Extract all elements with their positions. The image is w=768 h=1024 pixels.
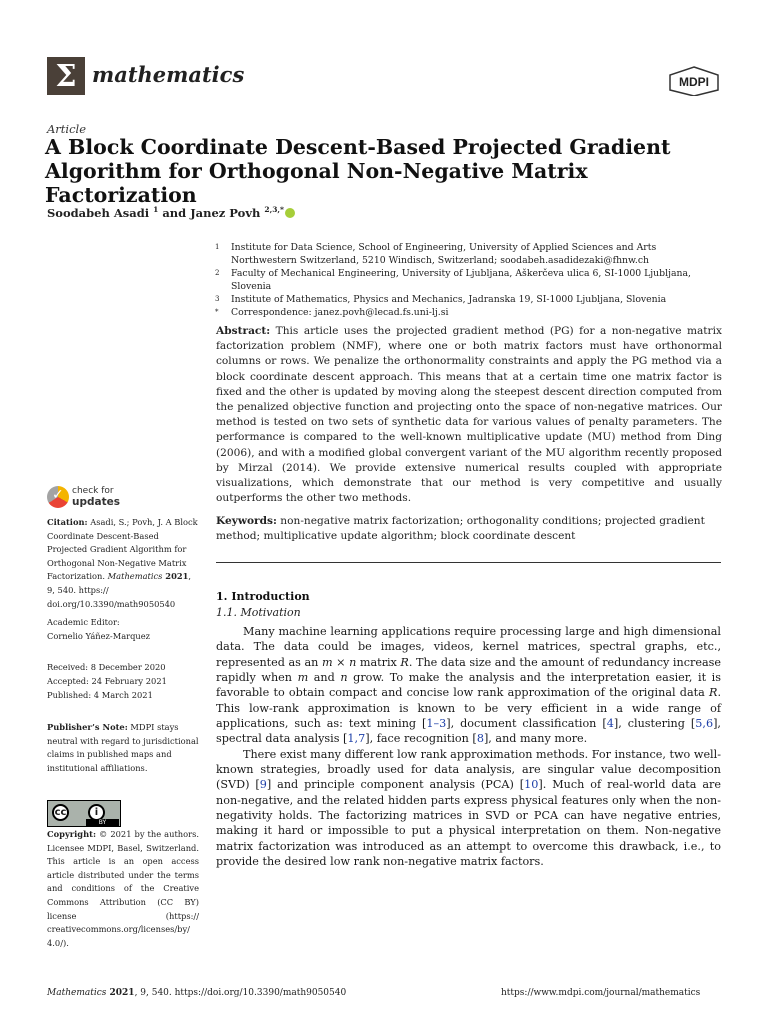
footer-citation: Mathematics 2021, 9, 540. https://doi.org/10.3390/math9050540 (47, 988, 347, 998)
cc-by-license-badge[interactable] (47, 800, 121, 827)
paragraph: There exist many different low rank approximation methods. For instance, two well-known strategies, broadly used for data analysis, are singular value decomposition (SVD) [9] and principle component analysis (PCA) [10]. Much of real-world data are non-negative, and the related hidden parts express physical features only when the non-negativity holds. The factorizing matrices in SVD or PCA can have negative entries, making it hard or impossible to put a physical interpretation on them. Non-negative matrix factorization was introduced as an attempt to overcome this drawback, i.e., to provide the desired low rank non-negative matrix factors. (216, 747, 721, 869)
keywords-text: non-negative matrix factorization; orthogonality conditions; projected gradient method; multiplicative update algorithm; block coordinate descent (216, 515, 705, 543)
author-1-affil: 1 (153, 205, 159, 214)
author-2-affil: 2,3,* (264, 205, 284, 214)
footer-journal-url[interactable]: https://www.mdpi.com/journal/mathematics (501, 988, 701, 998)
divider (216, 562, 721, 563)
citation-link[interactable]: 1,7 (347, 732, 366, 746)
abstract (216, 324, 722, 506)
orcid-icon[interactable] (285, 208, 295, 218)
affiliation-item: 1 Institute for Data Science, School of Engineering, University of Applied Sciences and Arts Northwestern Switzerland, 5210 Windisch, Switzerland; soodabeh.asadidezaki@fhnw.ch (215, 242, 657, 266)
attribution-icon: i (88, 804, 105, 821)
article-title: A Block Coordinate Descent-Based Projected Gradient Algorithm for Orthogonal Non-Negative Matrix Factorization (45, 135, 671, 207)
abstract-text: This article uses the projected gradient method (PG) for a non-negative matrix factorization problem (NMF), where one or both matrix factors must have orthonormal columns or rows. We penalize the orthonormality constraints and apply the PG method via a block coordinate descent approach. This means that at a certain time one matrix factor is fixed and the other is updated by moving along the steepest descent direction computed from the penalized objective function and projecting onto the space of non-negative matrices. Our method is tested on two sets of synthetic data for various values of penalty parameters. The performance is compared to the well-known multiplicative update (MU) method from Ding (2006), and with a modified global convergent variant of the MU algorithm recently proposed by Mirzal (2014). We provide extensive numerical results coupled with appropriate visualizations, which demonstrate that our method is very competitive and usually outperforms the other two methods. (216, 325, 722, 505)
correspondence: * Correspondence: janez.povh@lecad.fs.uni-lj.si (215, 307, 449, 318)
academic-editor: Academic Editor: Cornelio Yáñez-Marquez (47, 617, 151, 641)
published-date: Published: 4 March 2021 (47, 690, 153, 700)
check-updates-button[interactable]: check for updates (72, 486, 120, 508)
citation-link[interactable]: 4 (606, 717, 614, 731)
copyright: Copyright: © 2021 by the authors. Licensee MDPI, Basel, Switzerland. This article is an open access article distributed under the terms and conditions of the Creative Commons Attribution (CC BY) license (https:// creativecommons.org/licenses/by/ 4.0/). (47, 829, 199, 948)
publisher-note: Publisher’s Note: MDPI stays neutral with regard to jurisdictional claims in published maps and institutional affiliations. (47, 722, 199, 773)
citation-link[interactable]: 8 (476, 732, 484, 746)
journal-logo: Σ (47, 57, 85, 95)
author-2: and Janez Povh (158, 205, 265, 220)
publisher-name: MDPI (679, 75, 709, 89)
keywords (216, 514, 722, 544)
article-type: Article (47, 122, 87, 136)
citation-link[interactable]: 9 (259, 778, 267, 792)
mdpi-logo (668, 66, 720, 96)
author-1: Soodabeh Asadi (47, 205, 154, 220)
by-label: BY (86, 819, 119, 826)
author-list (47, 205, 295, 220)
keywords-label: Keywords: (216, 515, 277, 527)
affiliation-item: 3 Institute of Mathematics, Physics and Mechanics, Jadranska 19, SI-1000 Ljubljana, Slovenia (215, 294, 667, 305)
section-heading: 1. Introduction (216, 590, 310, 603)
journal-name: mathematics (92, 62, 245, 87)
citation-link[interactable]: 5,6 (695, 717, 714, 731)
citation: Citation: Asadi, S.; Povh, J. A Block Coordinate Descent-Based Projected Gradient Algorithm for Orthogonal Non-Negative Matrix Factorization. Mathematics 2021, 9, 540. https:// doi.org/10.3390/math9050540 (47, 517, 198, 609)
affiliations (215, 241, 720, 319)
body-text (216, 624, 721, 870)
cc-icon: cc (52, 804, 69, 821)
subsection-heading: 1.1. Motivation (216, 606, 301, 619)
citation-link[interactable]: 10 (524, 778, 539, 792)
abstract-label: Abstract: (216, 325, 271, 337)
affiliation-item: 2 Faculty of Mechanical Engineering, University of Ljubljana, Aškerčeva ulica 6, SI-1000 Ljubljana, Slovenia (215, 268, 691, 292)
check-updates-icon[interactable] (47, 486, 69, 508)
accepted-date: Accepted: 24 February 2021 (47, 676, 167, 686)
received-date: Received: 8 December 2020 (47, 662, 166, 672)
paragraph: Many machine learning applications require processing large and high dimensional data. The data could be images, videos, kernel matrices, spectral graphs, etc., represented as an m × n matrix R. The data size and the amount of redundancy increase rapidly when m and n grow. To make the analysis and the interpretation easier, it is favorable to obtain compact and concise low rank approximation of the original data R. This low-rank approximation is known to be very efficient in a wide range of applications, such as: text mining [1–3], document classification [4], clustering [5,6], spectral data analysis [1,7], face recognition [8], and many more. (216, 625, 721, 746)
citation-link[interactable]: 1–3 (426, 717, 447, 731)
